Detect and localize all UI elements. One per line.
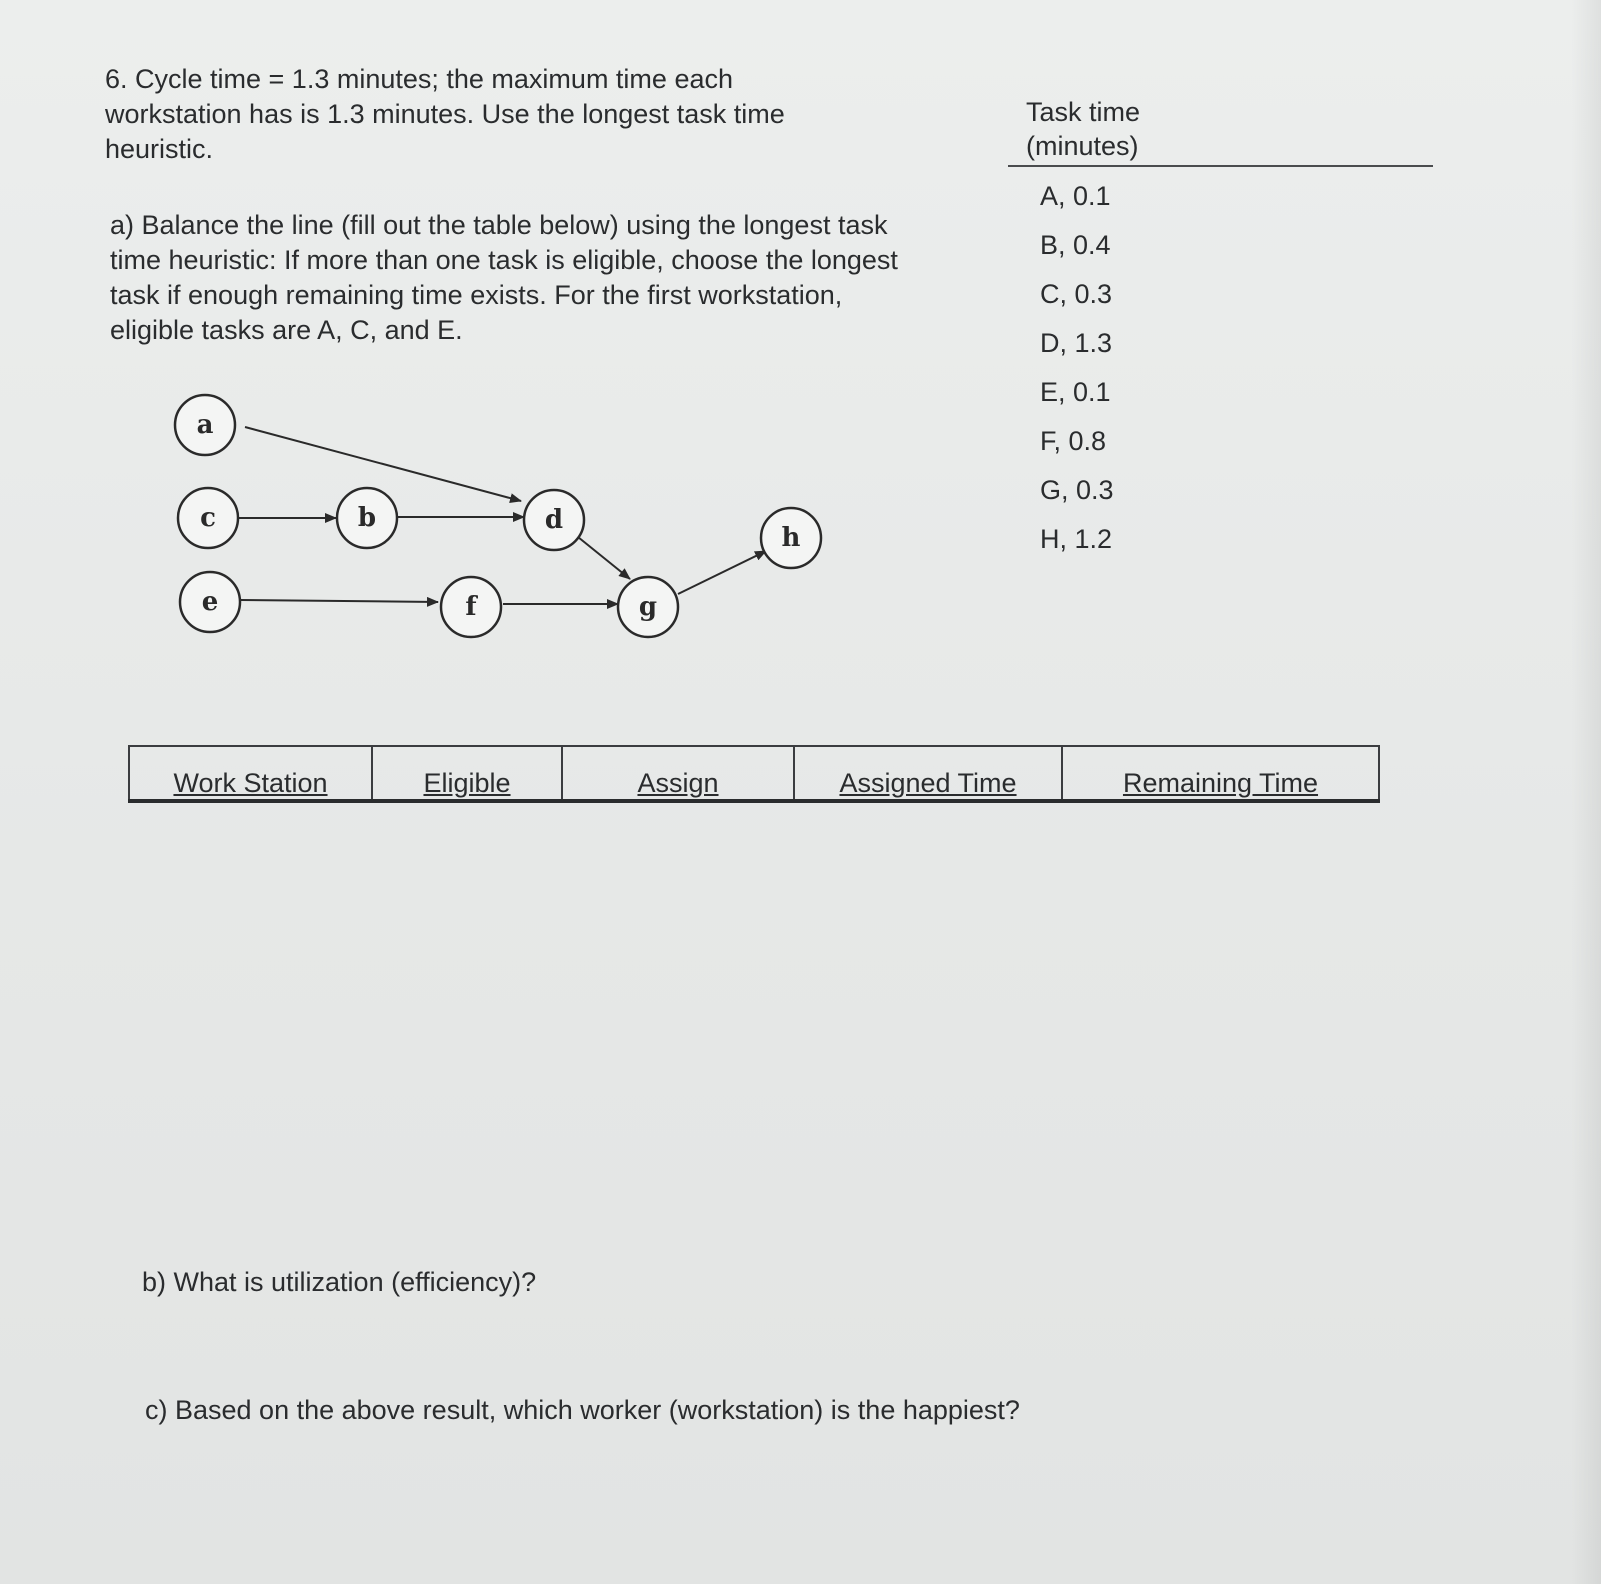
column-header-assign: Assign xyxy=(562,746,794,801)
node-e-label: e xyxy=(201,587,219,617)
node-h-label: h xyxy=(781,523,801,553)
task-time-header-line1: Task time xyxy=(1026,97,1141,127)
task-time-item: D, 1.3 xyxy=(1040,328,1113,358)
task-time-item: E, 0.1 xyxy=(1040,377,1111,407)
part-c-prompt: c) Based on the above result, which worker (workstation) is the happiest? xyxy=(145,1395,1020,1425)
task-time-item: B, 0.4 xyxy=(1040,230,1111,260)
column-header-remaining-time: Remaining Time xyxy=(1062,746,1379,801)
node-d-label: d xyxy=(544,505,564,535)
table-header-row xyxy=(129,746,1379,801)
edge-e-f xyxy=(240,600,438,602)
line-balancing-table xyxy=(128,745,1380,803)
part-b-prompt: b) What is utilization (efficiency)? xyxy=(142,1267,537,1297)
edge-d-g xyxy=(578,537,630,579)
task-time-header xyxy=(1008,95,1433,167)
node-f-label: f xyxy=(465,592,477,622)
node-b-label: b xyxy=(357,503,377,533)
column-header-work-station: Work Station xyxy=(129,746,372,801)
edge-a-d xyxy=(245,427,521,501)
task-time-header-line2: (minutes) xyxy=(1026,131,1139,161)
node-a-label: a xyxy=(196,410,214,440)
task-time-item: G, 0.3 xyxy=(1040,475,1114,505)
node-c-label: c xyxy=(200,503,216,533)
task-time-item: A, 0.1 xyxy=(1040,181,1111,211)
column-header-assigned-time: Assigned Time xyxy=(794,746,1062,801)
part-a-prompt: a) Balance the line (fill out the table below) using the longest task time heuristic: If more than one task is eligible, choose the longest task if enough remaining time exists. For the first workstation, eligible tasks are A, C, and E. xyxy=(110,210,898,345)
column-header-eligible: Eligible xyxy=(372,746,562,801)
question-header: 6. Cycle time = 1.3 minutes; the maximum time each workstation has is 1.3 minutes. Use the longest task time heuristic. xyxy=(105,64,785,164)
task-time-list xyxy=(1040,172,1114,564)
task-time-item: C, 0.3 xyxy=(1040,279,1113,309)
node-g-label: g xyxy=(638,592,658,622)
task-time-item: H, 1.2 xyxy=(1040,524,1113,554)
precedence-diagram xyxy=(0,0,900,680)
task-time-item: F, 0.8 xyxy=(1040,426,1107,456)
page-edge-shadow xyxy=(1571,0,1601,1584)
edge-g-h xyxy=(678,551,766,594)
